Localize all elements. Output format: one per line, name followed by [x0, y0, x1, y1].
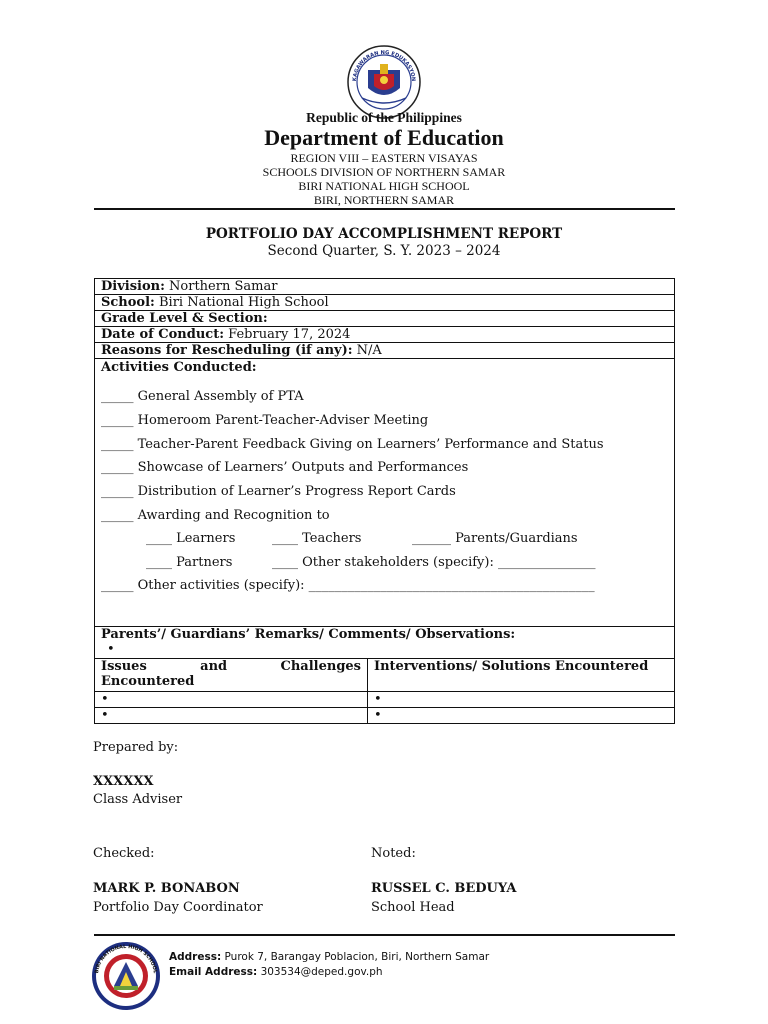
report-form-table [94, 278, 675, 724]
republic-heading: Republic of the Philippines [306, 110, 462, 125]
checked-name: MARK P. BONABON [93, 881, 240, 896]
award-other-stakeholders: ____ Other stakeholders (specify): _______________ [272, 555, 596, 570]
reasons-row: Reasons for Rescheduling (if any): N/A [95, 343, 675, 359]
grade-row: Grade Level & Section: [95, 311, 675, 327]
interventions-header: Interventions/ Solutions Encountered [368, 659, 675, 692]
noted-role: School Head [371, 900, 455, 915]
report-subtitle: Second Quarter, S. Y. 2023 – 2024 [267, 243, 501, 259]
award-parents: ______ Parents/Guardians [412, 531, 578, 546]
award-learners: ____ Learners [146, 531, 236, 546]
issues-bullet-2: • [95, 708, 368, 724]
activity-item: _____ Distribution of Learner’s Progress Report Cards [101, 484, 456, 499]
svg-text:KAGAWARAN NG EDUKASYON: KAGAWARAN NG EDUKASYON [351, 49, 417, 82]
interventions-bullet-1: • [368, 692, 675, 708]
date-value: February 17, 2024 [228, 327, 351, 342]
award-teachers: ____ Teachers [272, 531, 362, 546]
footer-divider [94, 934, 675, 936]
checked-role: Portfolio Day Coordinator [93, 900, 263, 915]
issues-header: Issues and Challenges Encountered [95, 659, 368, 692]
division-value: Northern Samar [169, 279, 278, 294]
prepared-name: XXXXXX [93, 774, 154, 789]
address-value: Purok 7, Barangay Poblacion, Biri, Northern Samar [224, 951, 490, 963]
remarks-bullet: • [107, 642, 115, 657]
school-row: School: Biri National High School [95, 295, 675, 311]
prepared-label: Prepared by: [93, 740, 179, 755]
activity-item: _____ General Assembly of PTA [101, 389, 304, 404]
footer-email: Email Address: 303534@deped.gov.ph [169, 966, 383, 978]
remarks-row [95, 627, 675, 659]
reasons-value: N/A [356, 343, 382, 358]
svg-text:BIRI NATIONAL HIGH SCHOOL: BIRI NATIONAL HIGH SCHOOL [94, 943, 158, 974]
location-line: BIRI, NORTHERN SAMAR [313, 193, 455, 207]
email-value: 303534@deped.gov.ph [260, 966, 383, 978]
report-title: PORTFOLIO DAY ACCOMPLISHMENT REPORT [205, 226, 563, 242]
interventions-bullet-2: • [368, 708, 675, 724]
division-line: SCHOOLS DIVISION OF NORTHERN SAMAR [262, 165, 506, 179]
deped-seal-logo [346, 44, 422, 120]
footer-address: Address: Purok 7, Barangay Poblacion, Biri, Northern Samar [169, 951, 490, 963]
school-value: Biri National High School [158, 295, 329, 310]
department-heading: Department of Education [264, 125, 504, 150]
region-line: REGION VIII – EASTERN VISAYAS [290, 151, 478, 165]
activity-item: _____ Teacher-Parent Feedback Giving on Learners’ Performance and Status [101, 437, 604, 452]
header-divider [94, 208, 675, 210]
activity-item: _____ Homeroom Parent-Teacher-Adviser Meeting [101, 413, 429, 428]
issues-bullet-1: • [95, 692, 368, 708]
remarks-label: Parents’/ Guardians’ Remarks/ Comments/ Observations: [101, 627, 516, 642]
activity-item: _____ Showcase of Learners’ Outputs and Performances [101, 460, 469, 475]
award-partners: ____ Partners [146, 555, 233, 570]
noted-name: RUSSEL C. BEDUYA [371, 881, 517, 896]
prepared-role: Class Adviser [93, 792, 183, 807]
activity-item: _____ Awarding and Recognition to [101, 508, 330, 523]
other-activities: _____ Other activities (specify): ____________________________________________ [101, 578, 595, 593]
noted-label: Noted: [371, 846, 416, 861]
checked-label: Checked: [93, 846, 155, 861]
school-line: BIRI NATIONAL HIGH SCHOOL [298, 179, 470, 193]
school-seal-logo [90, 940, 162, 1012]
activities-label: Activities Conducted: [101, 360, 257, 375]
date-row: Date of Conduct: February 17, 2024 [95, 327, 675, 343]
division-row: Division: Northern Samar [95, 279, 675, 295]
